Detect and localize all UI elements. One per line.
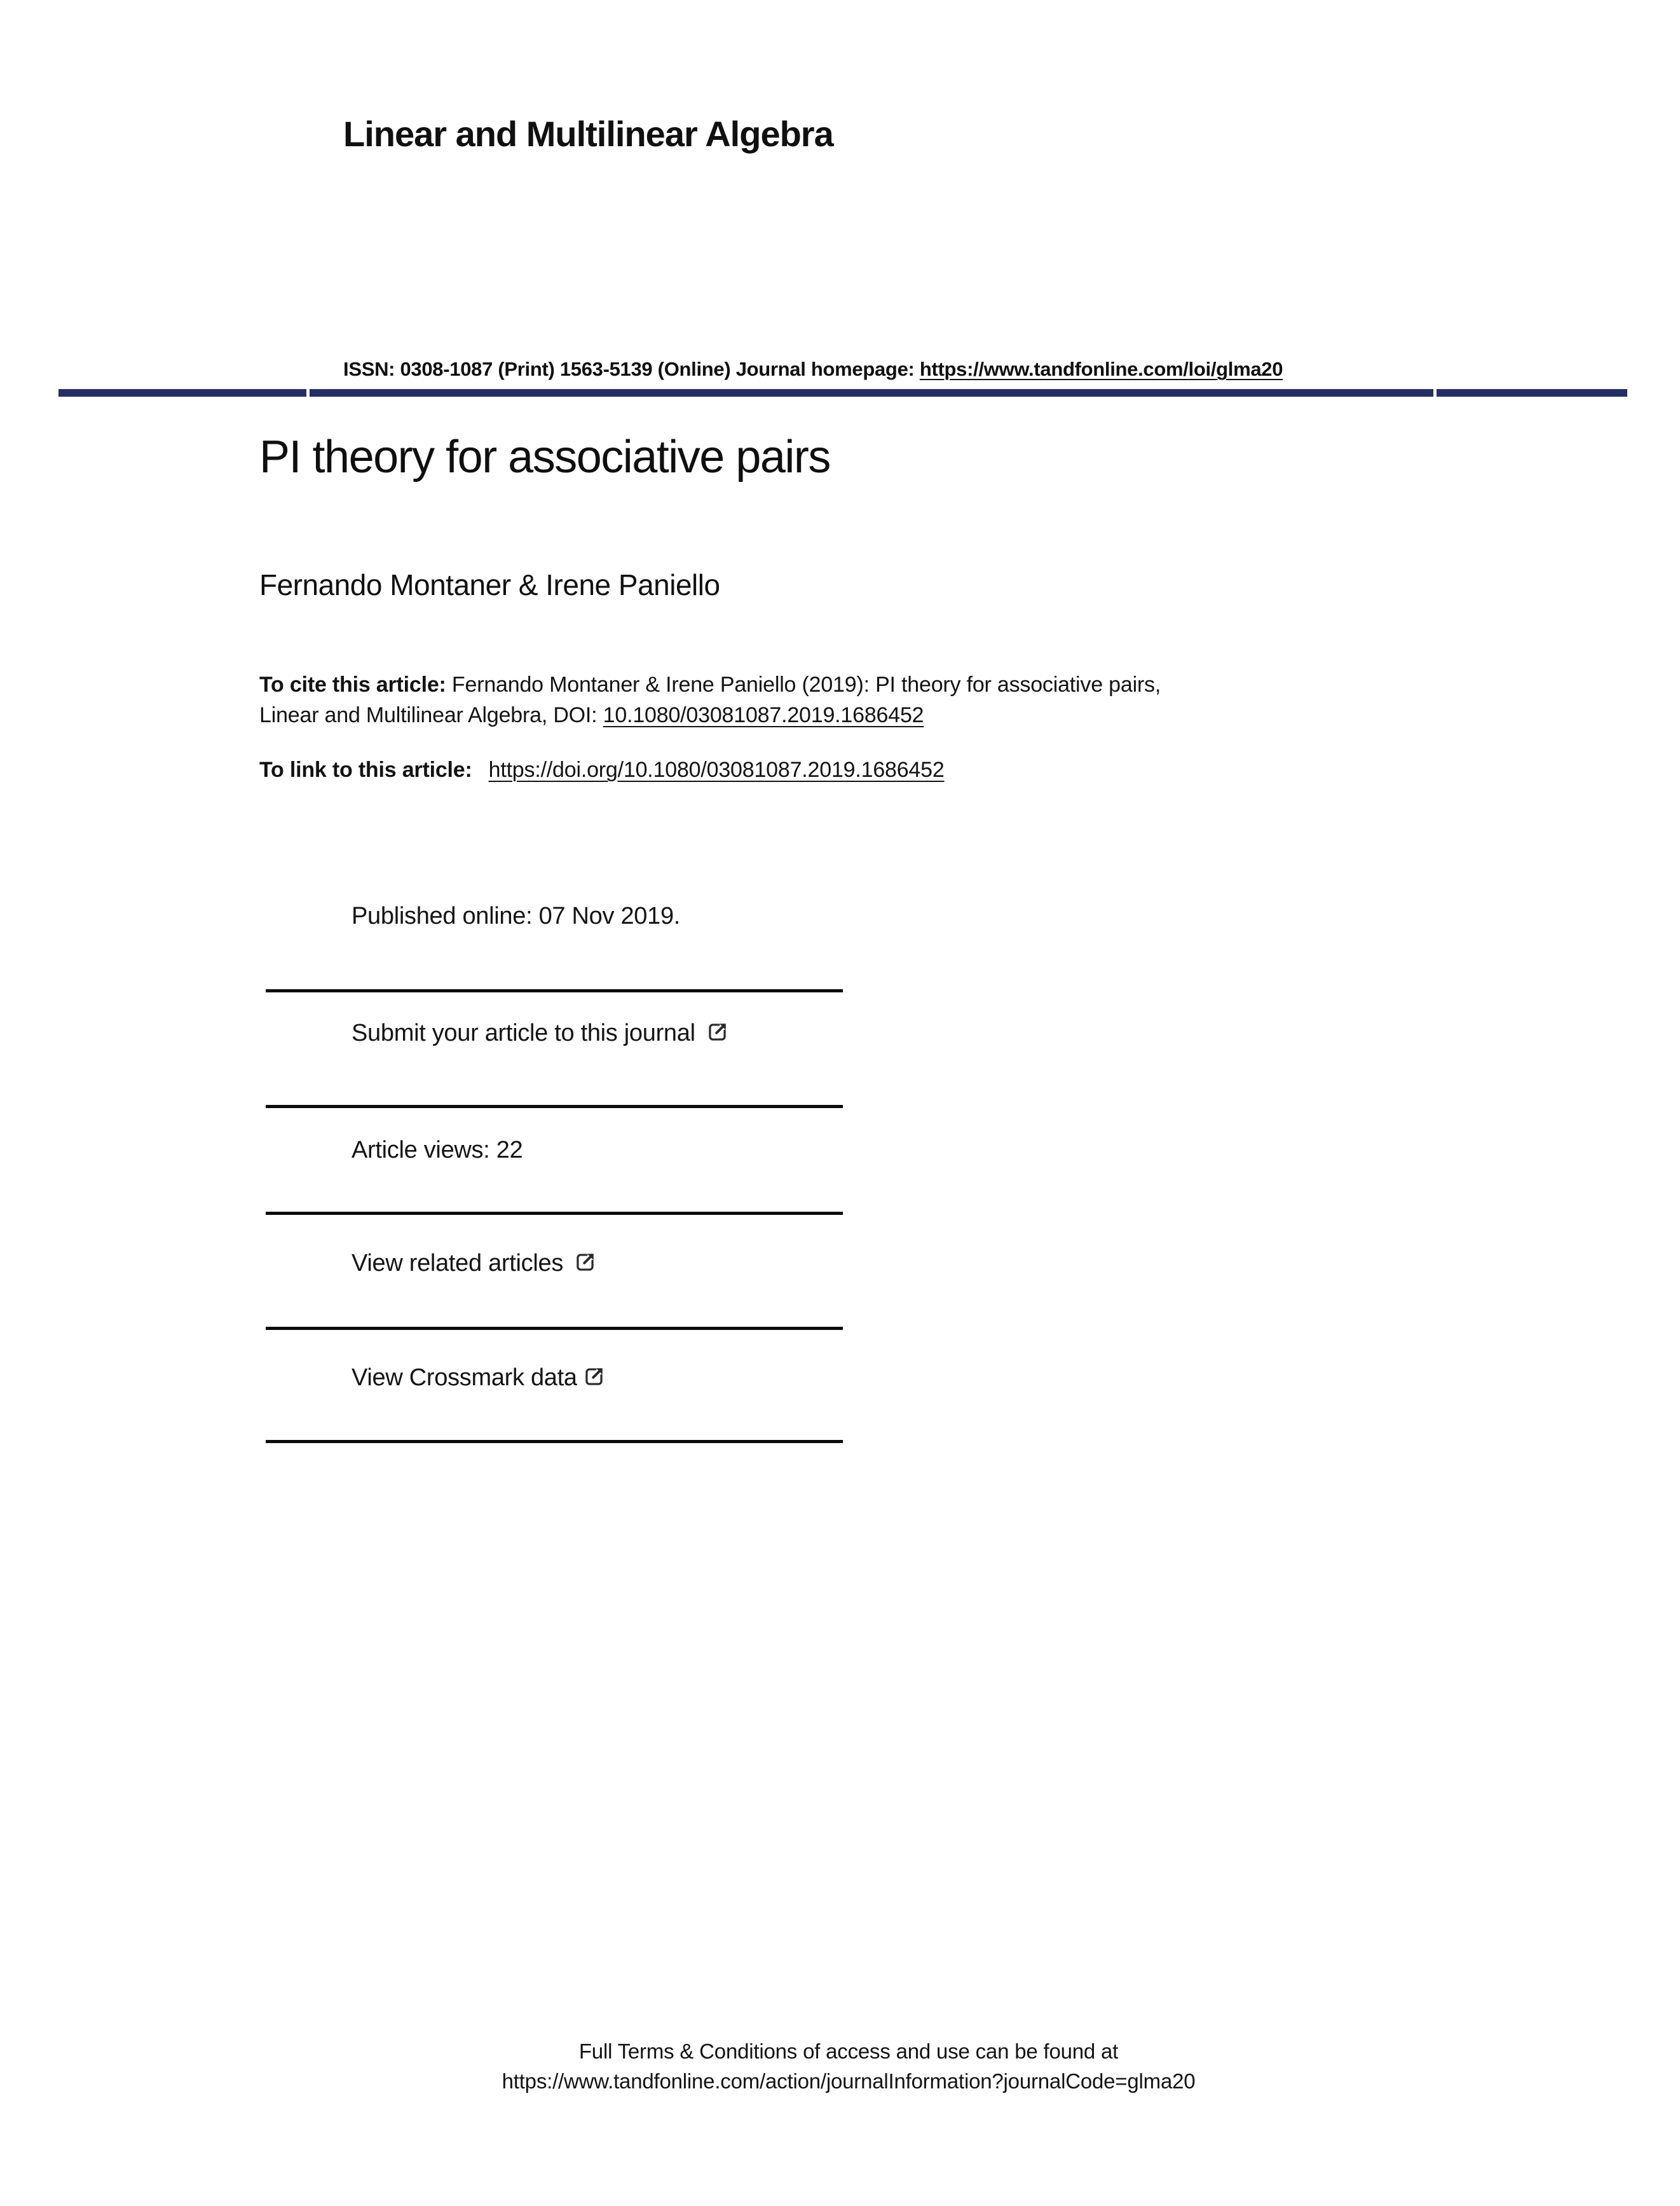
- external-link-icon: [573, 1250, 597, 1274]
- terms-footer-line1: Full Terms & Conditions of access and use can be found at: [578, 2039, 1119, 2063]
- cite-label: To cite this article:: [259, 673, 446, 697]
- view-related-articles-link[interactable]: [352, 1250, 597, 1277]
- link-paragraph: [259, 758, 945, 783]
- article-doi-url-link[interactable]: https://doi.org/10.1080/03081087.2019.1686452: [488, 758, 945, 782]
- header-rule-segment: [58, 389, 306, 397]
- doi-link[interactable]: 10.1080/03081087.2019.1686452: [603, 703, 924, 727]
- divider: [266, 1105, 843, 1108]
- view-crossmark-data-label: View Crossmark data: [352, 1364, 577, 1391]
- journal-homepage-link[interactable]: https://www.tandfonline.com/loi/glma20: [919, 358, 1283, 380]
- submit-article-link[interactable]: [352, 1020, 729, 1047]
- article-authors: Fernando Montaner & Irene Paniello: [259, 568, 720, 601]
- submit-article-label: Submit your article to this journal: [352, 1020, 695, 1046]
- divider: [266, 989, 843, 992]
- view-related-articles-label: View related articles: [352, 1250, 564, 1277]
- header-rule-segment: [1437, 389, 1627, 397]
- external-link-icon: [706, 1020, 729, 1044]
- header-rule-segment: [310, 389, 1433, 397]
- published-online-text: Published online: 07 Nov 2019.: [352, 903, 681, 929]
- divider: [266, 1212, 843, 1215]
- issn-homepage-line: [343, 358, 1283, 381]
- link-label: To link to this article:: [259, 758, 472, 782]
- article-views-row: [352, 1137, 522, 1164]
- article-title: PI theory for associative pairs: [259, 432, 830, 483]
- divider: [266, 1440, 843, 1443]
- cite-text-line1: Fernando Montaner & Irene Paniello (2019): PI theory for associative pairs,: [446, 673, 1161, 697]
- divider: [266, 1327, 843, 1330]
- article-views-text: Article views: 22: [352, 1137, 523, 1163]
- terms-footer: [0, 2036, 1680, 2096]
- cite-paragraph: [259, 669, 1467, 730]
- view-crossmark-data-link[interactable]: [352, 1364, 606, 1392]
- cite-text-line2: Linear and Multilinear Algebra, DOI:: [259, 703, 603, 727]
- issn-text: ISSN: 0308-1087 (Print) 1563-5139 (Online) Journal homepage:: [343, 358, 920, 380]
- external-link-icon: [582, 1365, 606, 1388]
- journal-title: Linear and Multilinear Algebra: [343, 114, 833, 154]
- published-online-row: [352, 903, 680, 930]
- terms-footer-url: https://www.tandfonline.com/action/journalInformation?journalCode=glma20: [502, 2069, 1196, 2093]
